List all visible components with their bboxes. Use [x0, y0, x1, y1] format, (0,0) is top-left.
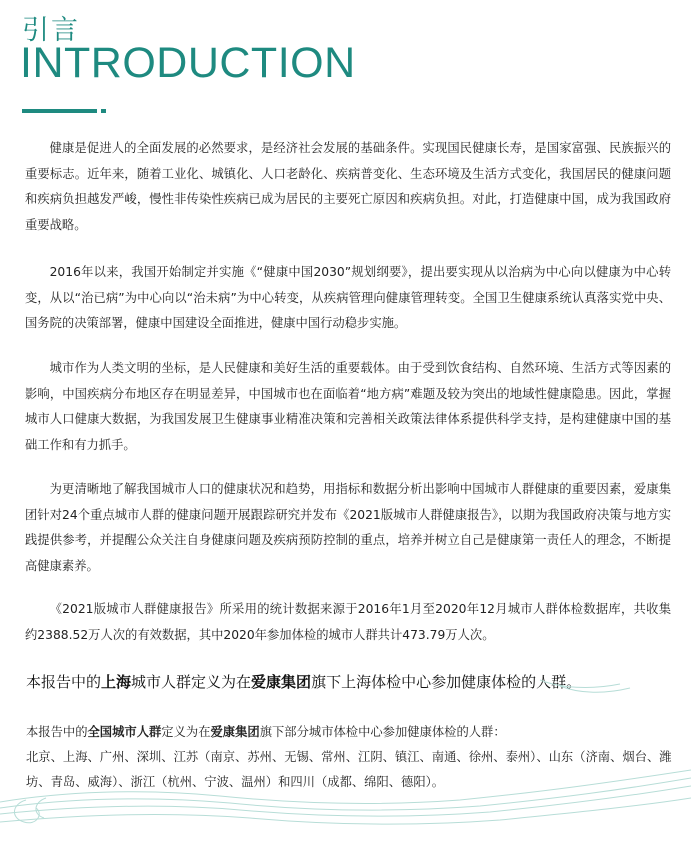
national-population-definition — [26, 720, 676, 795]
shanghai-population-definition — [26, 670, 676, 694]
paragraph-health-importance: 健康是促进人的全面发展的必然要求，是经济社会发展的基础条件。实现国民健康长寿，是国家富强、民族振兴的重要标志。近年来，随着工业化、城镇化、人口老龄化、疾病普变化、生态环境及生活方式变化，我国居民的健康问题和疾病负担越发严峻，慢性非传染性疾病已成为居民的主要死亡原因和疾病负担。对此，打造健康中国，成为我国政府重要战略。 — [25, 141, 671, 232]
definition-text: 本报告中的 — [26, 725, 88, 739]
paragraph-city-health: 城市作为人类文明的坐标，是人民健康和美好生活的重要载体。由于受到饮食结构、自然环境、生活方式等因素的影响，中国疾病分布地区存在明显差异，中国城市也在面临着“地方病”难题及较为突出的地域性健康隐患。因此，掌握城市人口健康大数据，为我国发展卫生健康事业精准决策和完善相关政策法律体系提供科学支持，是构建健康中国的基础工作和有力抓手。 — [25, 361, 671, 452]
city-list: 北京、上海、广州、深圳、江苏（南京、苏州、无锡、常州、江阴、镇江、南通、徐州、泰州）、山东（济南、烟台、潍坊、青岛、威海）、浙江（杭州、宁波、温州）和四川（成都、绵阳、德阳）。 — [26, 750, 672, 789]
paragraph-data-source: 《2021版城市人群健康报告》所采用的统计数据来源于2016年1月至2020年12月城市人群体检数据库，共收集约2388.52万人次的有效数据，其中2020年参加体检的城市人群共计473.79万人次。 — [25, 602, 671, 642]
bold-term-national: 全国城市人群 — [87, 725, 162, 739]
definition-text: 旗下上海体检中心参加健康体检的人群。 — [311, 673, 582, 691]
definition-text: 定义为在 — [161, 725, 211, 739]
bold-term-ikang: 爱康集团 — [210, 725, 260, 739]
bold-term-ikang: 爱康集团 — [251, 673, 312, 691]
bold-term-shanghai: 上海 — [101, 673, 132, 691]
definition-text: 城市人群定义为在 — [131, 673, 252, 691]
definition-lead — [26, 720, 676, 745]
definition-text: 旗下部分城市体检中心参加健康体检的人群： — [259, 725, 506, 739]
paragraph-healthy-china-2030: 2016年以来，我国开始制定并实施《“健康中国2030”规划纲要》，提出要实现从以治病为中心向以健康为中心转变，从以“治已病”为中心向以“治未病”为中心转变，从疾病管理向健康管理转变。全国卫生健康系统认真落实党中央、国务院的决策部署，健康中国建设全面推进，健康中国行动稳步实施。 — [25, 265, 671, 330]
definition-text: 本报告中的 — [26, 673, 102, 691]
heading-underline — [22, 109, 97, 113]
paragraph-report-purpose: 为更清晰地了解我国城市人口的健康状况和趋势，用指标和数据分析出影响中国城市人群健康的重要因素，爱康集团针对24个重点城市人群的健康问题开展跟踪研究并发布《2021版城市人群健康报告》，以期为我国政府决策与地方实践提供参考，并提醒公众关注自身健康问题及疾病预防控制的重点，培养并树立自己是健康第一责任人的理念，不断提高健康素养。 — [25, 482, 671, 573]
heading-underline-dot — [101, 109, 106, 113]
section-heading-chinese: 引言 — [22, 15, 80, 46]
section-heading-english: INTRODUCTION — [20, 39, 356, 87]
